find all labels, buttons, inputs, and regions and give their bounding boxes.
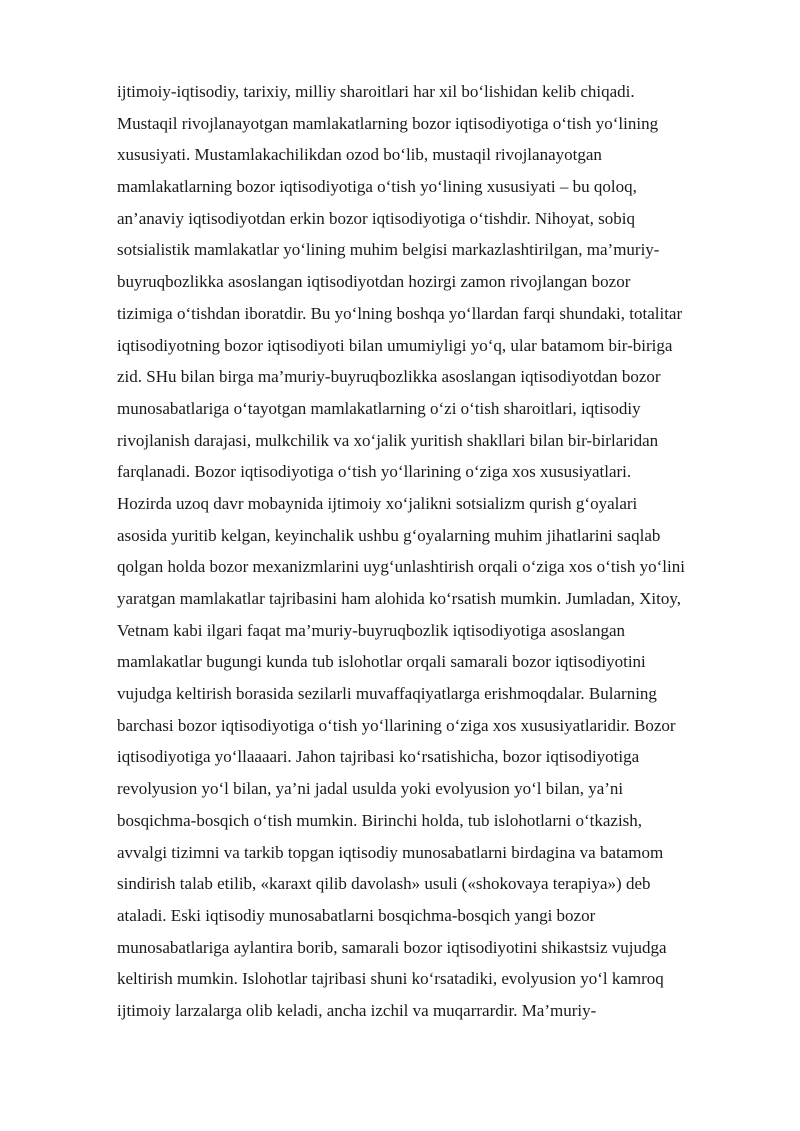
text-line: revolyusion yo‘l bilan, ya’ni jadal usulda yoki evolyusion yo‘l bilan, ya’ni xyxy=(117,779,624,799)
text-line: Vetnam kabi ilgari faqat ma’muriy-buyruqbozlik iqtisodiyotiga asoslangan xyxy=(117,620,625,640)
text-line: Mustaqil rivojlanayotgan mamlakatlarning bozor iqtisodiyotiga o‘tish yo‘lining xyxy=(117,113,659,133)
text-line: bosqichma-bosqich o‘tish mumkin. Birinchi holda, tub islohotlarni o‘tkazish, xyxy=(117,810,643,830)
text-line: zid. SHu bilan birga ma’muriy-buyruqbozlikka asoslangan iqtisodiyotdan bozor xyxy=(117,367,661,387)
text-line: tizimiga o‘tishdan iboratdir. Bu yo‘lning boshqa yo‘llardan farqi shundaki, totalitar xyxy=(117,303,683,323)
text-line: an’anaviy iqtisodiyotdan erkin bozor iqtisodiyotiga o‘tishdir. Nihoyat, sobiq xyxy=(117,208,635,228)
text-line: keltirish mumkin. Islohotlar tajribasi shuni ko‘rsatadiki, evolyusion yo‘l kamroq xyxy=(117,969,664,989)
text-line: barchasi bozor iqtisodiyotiga o‘tish yo‘llarining o‘ziga xos xususiyatlaridir. Bozor xyxy=(117,715,676,735)
text-line: iqtisodiyotning bozor iqtisodiyoti bilan umumiyligi yo‘q, ular batamom bir-biriga xyxy=(117,335,673,355)
text-line: Hozirda uzoq davr mobaynida ijtimoiy xo‘jalikni sotsializm qurish g‘oyalari xyxy=(117,493,638,513)
text-line: yaratgan mamlakatlar tajribasini ham alohida ko‘rsatish mumkin. Jumladan, Xitoy, xyxy=(117,589,682,608)
text-line: ataladi. Eski iqtisodiy munosabatlarni bosqichma-bosqich yangi bozor xyxy=(117,905,596,925)
text-line: qolgan holda bozor mexanizmlarini uyg‘unlashtirish orqali o‘ziga xos o‘tish yo‘lini xyxy=(117,557,685,577)
text-line: mamlakatlar bugungi kunda tub islohotlar orqali samarali bozor iqtisodiyotini xyxy=(117,652,646,672)
text-line: munosabatlariga o‘tayotgan mamlakatlarning o‘zi o‘tish sharoitlari, iqtisodiy xyxy=(117,398,641,418)
text-line: xususiyati. Mustamlakachilikdan ozod bo‘lib, mustaqil rivojlanayotgan xyxy=(117,145,602,165)
body-text xyxy=(117,76,797,1027)
text-line: avvalgi tizimni va tarkib topgan iqtisodiy munosabatlarni birdagina va batamom xyxy=(117,842,664,862)
text-line: buyruqbozlikka asoslangan iqtisodiyotdan hozirgi zamon rivojlangan bozor xyxy=(117,272,631,292)
text-line: mamlakatlarning bozor iqtisodiyotiga o‘tish yo‘lining xususiyati – bu qoloq, xyxy=(117,177,637,197)
text-line: sotsialistik mamlakatlar yo‘lining muhim belgisi markazlashtirilgan, ma’muriy- xyxy=(117,240,660,260)
text-line: ijtimoiy-iqtisodiy, tarixiy, milliy sharoitlari har xil bo‘lishidan kelib chiqadi. xyxy=(117,82,635,101)
text-line: vujudga keltirish borasida sezilarli muvaffaqiyatlarga erishmoqdalar. Bularning xyxy=(117,684,657,704)
text-line: asosida yuritib kelgan, keyinchalik ushbu g‘oyalarning muhim jihatlarini saqlab xyxy=(117,525,661,545)
text-line: farqlanadi. Bozor iqtisodiyotiga o‘tish yo‘llarining o‘ziga xos xususiyatlari. xyxy=(117,462,632,482)
text-line: sindirish talab etilib, «karaxt qilib davolash» usuli («shokovaya terapiya») deb xyxy=(117,874,651,894)
text-line: ijtimoiy larzalarga olib keladi, ancha izchil va muqarrardir. Ma’muriy- xyxy=(117,1000,597,1020)
text-line: iqtisodiyotiga yo‘llaaaari. Jahon tajribasi ko‘rsatishicha, bozor iqtisodiyotiga xyxy=(117,747,640,767)
text-line: munosabatlariga aylantira borib, samarali bozor iqtisodiyotini shikastsiz vujudga xyxy=(117,937,667,957)
text-line: rivojlanish darajasi, mulkchilik va xo‘jalik yuritish shakllari bilan bir-birlaridan xyxy=(117,430,659,450)
